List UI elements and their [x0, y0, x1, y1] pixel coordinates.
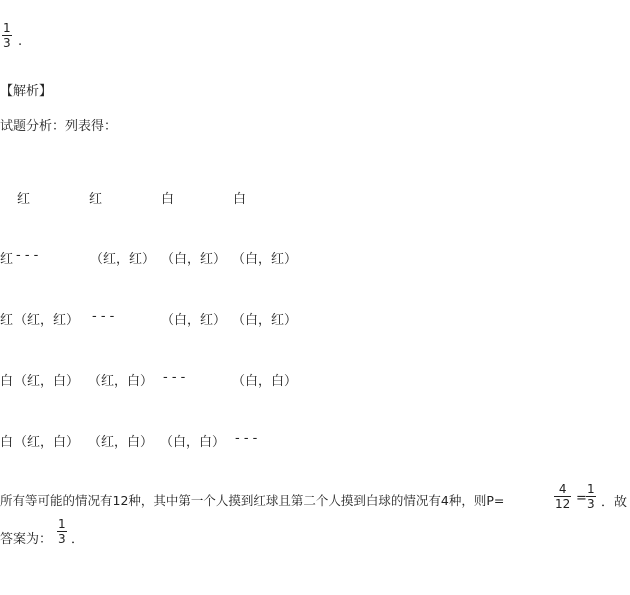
table-cell: （红，白）	[14, 374, 80, 389]
table-cell: - - -	[92, 309, 115, 324]
top-answer-denominator: 3	[3, 36, 11, 50]
table-cell: - - -	[16, 248, 39, 263]
table-cell: （红，白）	[14, 435, 80, 450]
equals-sign: =	[576, 491, 587, 506]
table-cell: （白，红）	[232, 313, 298, 328]
probability-fraction-4-12	[554, 483, 571, 510]
table-cell: - - -	[163, 370, 186, 385]
top-answer-numerator: 1	[3, 21, 11, 35]
conclusion-tail: ．故	[601, 495, 628, 510]
table-cell: （白，白）	[160, 435, 226, 450]
top-answer-fraction	[2, 22, 12, 49]
header-cell: 红	[89, 192, 103, 207]
probability-fraction-1-3	[586, 483, 596, 510]
table-cell: （白，白）	[232, 374, 298, 389]
row-label: 红	[0, 252, 14, 267]
header-cell: 红	[17, 192, 31, 207]
table-cell: （白，红）	[232, 252, 298, 267]
row-label: 白	[0, 374, 14, 389]
table-cell: （红，白）	[88, 435, 154, 450]
top-answer-period: .	[18, 34, 23, 49]
fraction-numerator: 1	[58, 517, 66, 531]
table-cell: （白，红）	[161, 252, 227, 267]
row-label: 红	[0, 313, 14, 328]
fraction-denominator: 12	[555, 497, 571, 511]
answer-suffix: ．	[71, 532, 85, 547]
header-cell: 白	[233, 192, 247, 207]
fraction-numerator: 4	[558, 482, 567, 496]
answer-prefix: 答案为：	[0, 532, 53, 547]
table-cell: （白，红）	[161, 313, 227, 328]
table-cell: （红，红）	[90, 252, 156, 267]
fraction-numerator: 1	[587, 482, 595, 496]
answer-fraction	[57, 518, 67, 545]
row-label: 白	[0, 435, 14, 450]
analysis-intro: 试题分析：列表得：	[0, 119, 118, 134]
table-cell: （红，白）	[88, 374, 154, 389]
fraction-denominator: 3	[587, 497, 595, 511]
table-cell: （红，红）	[14, 313, 80, 328]
header-cell: 白	[161, 192, 175, 207]
conclusion-text: 所有等可能的情况有12种，其中第一个人摸到红球且第二个人摸到白球的情况有4种，则P=	[0, 493, 505, 508]
table-cell: - - -	[235, 431, 258, 446]
fraction-denominator: 3	[58, 532, 66, 546]
jiexi-heading: 【解析】	[0, 84, 53, 99]
